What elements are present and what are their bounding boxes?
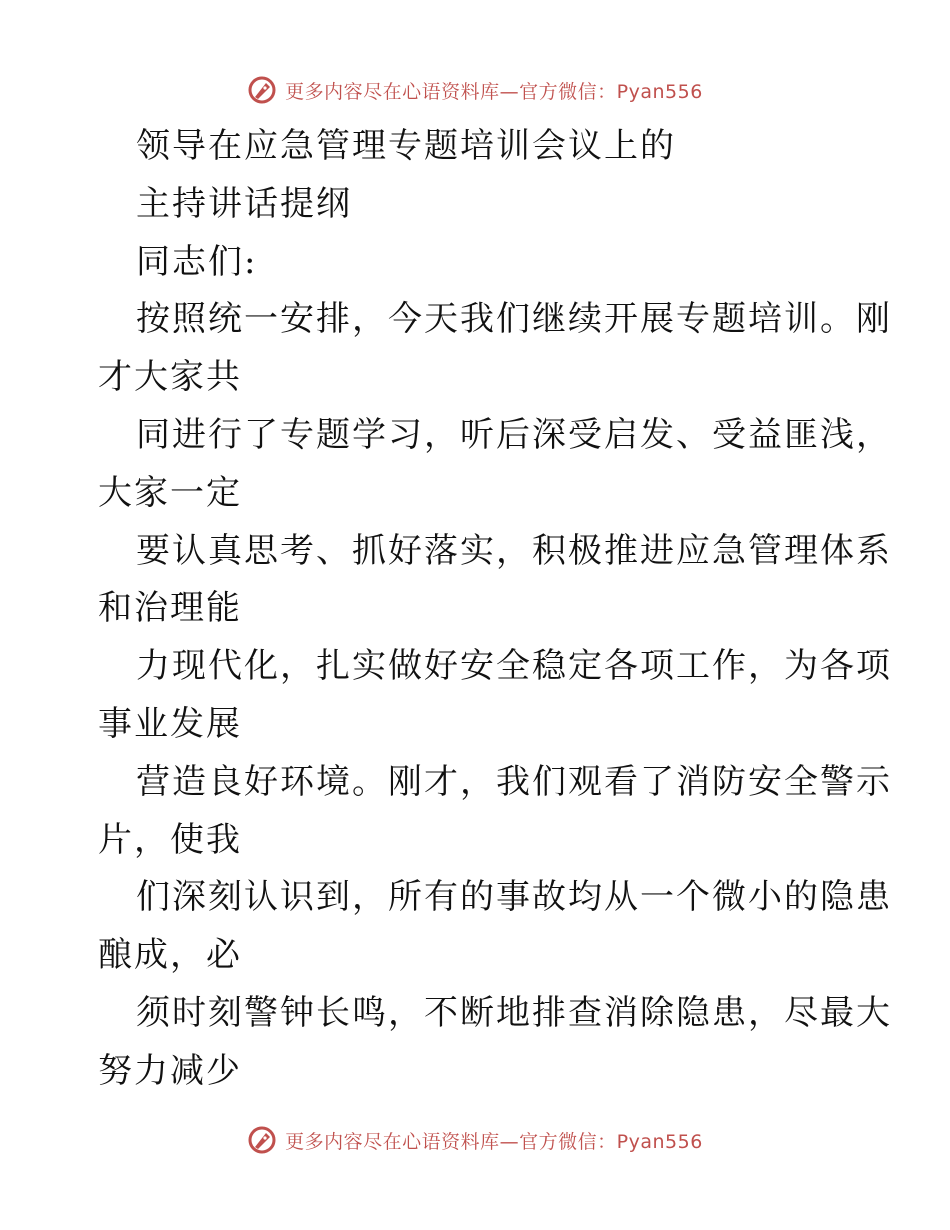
- header-banner: [0, 70, 950, 110]
- paragraph-line: 事业发展: [98, 703, 242, 744]
- paragraph-line: 力现代化，扎实做好安全稳定各项工作，为各项: [136, 646, 892, 687]
- paragraph-line: 营造良好环境。刚才，我们观看了消防安全警示: [136, 761, 892, 802]
- paragraph-line: 片，使我: [98, 819, 242, 860]
- paragraph-line: 按照统一安排，今天我们继续开展专题培训。刚: [136, 299, 892, 340]
- paragraph-line: 同进行了专题学习，听后深受启发、受益匪浅，: [136, 414, 892, 455]
- document-title-line-1: 领导在应急管理专题培训会议上的: [136, 126, 676, 166]
- paragraph-line: 努力减少: [98, 1050, 242, 1091]
- paragraph-line: 和治理能: [98, 588, 242, 629]
- paragraph-line: 大家一定: [98, 472, 242, 513]
- pen-nib-circle-icon: [247, 75, 277, 105]
- header-banner-text: 更多内容尽在心语资料库—官方微信：Pyan556: [285, 80, 703, 103]
- pen-nib-circle-icon: [247, 1125, 277, 1155]
- footer-banner: [0, 1120, 950, 1160]
- paragraph-line: 要认真思考、抓好落实，积极推进应急管理体系: [136, 530, 892, 571]
- document-body: [98, 118, 892, 1101]
- document-title-line-2: 主持讲话提纲: [136, 183, 352, 224]
- paragraph-line: 才大家共: [98, 357, 242, 398]
- salutation: 同志们:: [136, 241, 258, 282]
- paragraph-line: 们深刻认识到，所有的事故均从一个微小的隐患: [136, 877, 892, 918]
- paragraph-line: 须时刻警钟长鸣，不断地排查消除隐患，尽最大: [136, 992, 892, 1033]
- paragraph-line: 酿成，必: [98, 935, 242, 976]
- footer-banner-text: 更多内容尽在心语资料库—官方微信：Pyan556: [285, 1130, 703, 1153]
